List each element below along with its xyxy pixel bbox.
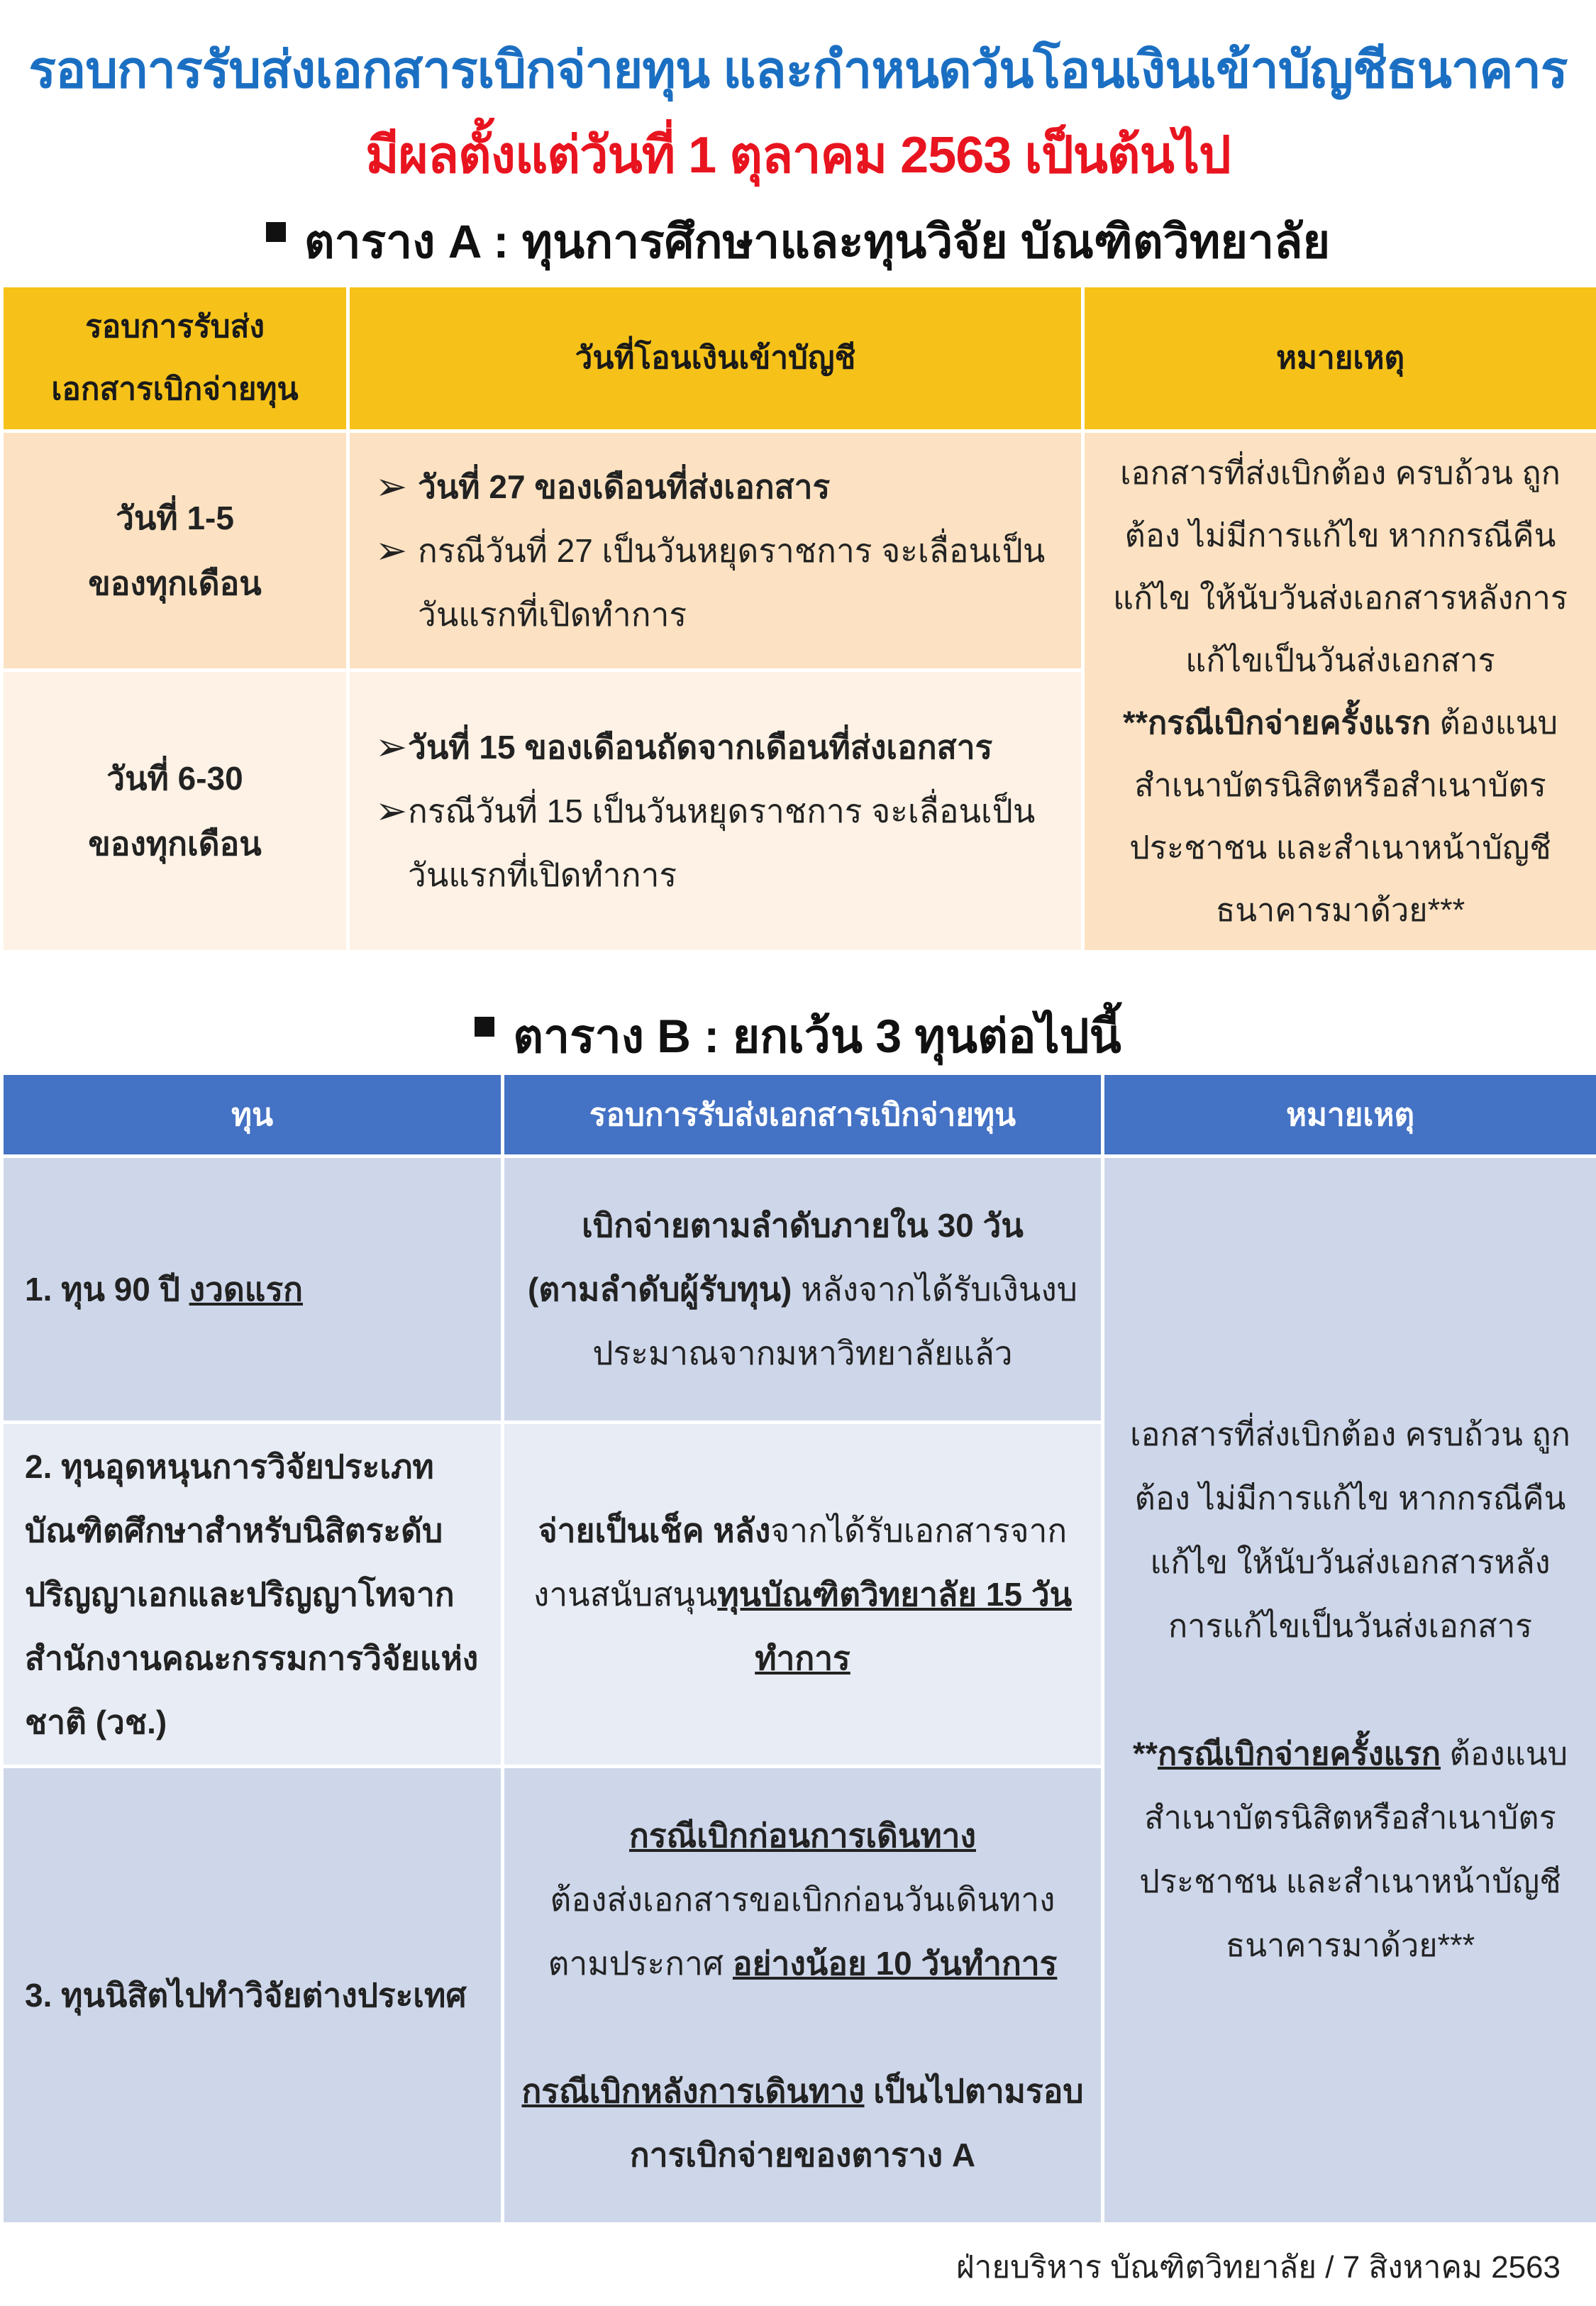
table-a (0, 284, 1596, 954)
table-a-header-transfer: วันที่โอนเงินเข้าบัญชี (348, 286, 1083, 431)
first-claim-stars: ** (1132, 1736, 1158, 1772)
after-travel-rest: เป็นไปตามรอบการเบิกจ่ายของตาราง A (629, 2073, 1084, 2173)
first-claim-text: ต้องแนบสำเนาบัตรนิสิตหรือสำเนาบัตรประชาชน และสำเนาหน้าบัญชีธนาคารมาด้วย*** (1129, 704, 1558, 928)
round-bold-line: เบิกจ่ายตามลำดับภายใน 30 วัน (582, 1207, 1024, 1244)
round-line1: วันที่ 6-30 (106, 760, 243, 797)
arrow-bullet-icon: ➢ (375, 529, 408, 572)
grant-name: 1. ทุน 90 ปี (25, 1271, 189, 1308)
table-a-header-note: หมายเหตุ (1083, 286, 1596, 431)
first-claim-label: กรณีเบิกจ่ายครั้งแรก (1157, 1736, 1441, 1772)
round-line2: ของทุกเดือน (88, 565, 262, 602)
section-b-title: ตาราง B : ยกเว้น 3 ทุนต่อไปนี้ (513, 1010, 1121, 1062)
transfer-cell (348, 671, 1083, 952)
table-b-header-grant: ทุน (2, 1074, 503, 1157)
note-text: เอกสารที่ส่งเบิกต้อง ครบถ้วน ถูกต้อง ไม่มีการแก้ไข หากกรณีคืนแก้ไข ให้นับวันส่งเอกสารหลังการแก้ไขเป็นวันส่งเอกสาร (1130, 1416, 1570, 1644)
arrow-bullet-icon: ➢ (375, 465, 408, 508)
grant-first-installment: งวดแรก (189, 1271, 303, 1308)
round-rest: หลังจากได้รับเงินงบประมาณจากมหาวิทยาลัยแล้ว (592, 1271, 1077, 1372)
page-title: รอบการรับส่งเอกสารเบิกจ่ายทุน และกำหนดวันโอนเงินเข้าบัญชีธนาคาร (28, 42, 1568, 99)
section-a-heading (0, 204, 1596, 279)
section-a-title: ตาราง A : ทุนการศึกษาและทุนวิจัย บัณฑิตวิทยาลัย (304, 215, 1331, 267)
round-cell (503, 1767, 1103, 2224)
before-travel-title: กรณีเบิกก่อนการเดินทาง (629, 1817, 976, 1854)
square-bullet-icon (475, 1017, 494, 1037)
transfer-date-text: วันที่ 27 ของเดือนที่ส่งเอกสาร (418, 468, 831, 505)
transfer-cell (348, 431, 1083, 671)
before-travel-deadline: อย่างน้อย 10 วันทำการ (732, 1945, 1058, 1982)
note-cell (1083, 431, 1596, 952)
round-bold-inline: จ่ายเป็นเช็ค หลัง (538, 1512, 771, 1549)
table-b-header-row (2, 1074, 1596, 1157)
first-claim-label: **กรณีเบิกจ่ายครั้งแรก (1122, 704, 1431, 741)
grant-cell (2, 1157, 503, 1423)
table-a-header-round (2, 286, 348, 431)
round-cell (503, 1423, 1103, 1767)
effective-date-subtitle: มีผลตั้งแต่วันที่ 1 ตุลาคม 2563 เป็นต้นไป (365, 127, 1231, 184)
spacer (1126, 1658, 1575, 1722)
round-text (521, 1257, 1084, 1385)
round-rest: จากได้รับเอกสารจากงานสนับสนุน (533, 1512, 1068, 1613)
table-row (2, 431, 1596, 671)
before-travel-rest: ต้องส่งเอกสารขอเบิกก่อนวันเดินทางตามประกาศ (548, 1881, 1055, 1982)
grant-cell: 2. ทุนอุดหนุนการวิจัยประเภทบัณฑิตศึกษาสำหรับนิสิตระดับปริญญาเอกและปริญญาโทจากสำนักงานคณะกรรมการวิจัยแห่งชาติ (วช.) (2, 1423, 503, 1767)
table-b-header-round: รอบการรับส่งเอกสารเบิกจ่ายทุน (503, 1074, 1103, 1157)
square-bullet-icon (266, 222, 286, 242)
table-b (0, 1071, 1596, 2226)
round-cell (2, 431, 348, 671)
round-cell (2, 671, 348, 952)
table-a-header-row (2, 286, 1596, 431)
first-claim-text: ต้องแนบสำเนาบัตรนิสิตหรือสำเนาบัตรประชาชน และสำเนาหน้าบัญชีธนาคารมาด้วย*** (1139, 1736, 1568, 1963)
after-travel-text (521, 2059, 1084, 2187)
list-item (375, 455, 1067, 519)
note-cell (1103, 1157, 1596, 2224)
round-line1: วันที่ 1-5 (116, 500, 234, 536)
grant-cell: 3. ทุนนิสิตไปทำวิจัยต่างประเทศ (2, 1767, 503, 2224)
list-item (375, 715, 1067, 779)
spacer (521, 1995, 1084, 2059)
transfer-date-text: วันที่ 15 ของเดือนถัดจากเดือนที่ส่งเอกสาร (408, 729, 993, 766)
footer-signature: ฝ่ายบริหาร บัณฑิตวิทยาลัย / 7 สิงหาคม 2563 (955, 2250, 1561, 2285)
list-item (375, 519, 1067, 646)
round-bold-inline: (ตามลำดับผู้รับทุน) (528, 1271, 792, 1308)
list-item (375, 779, 1067, 907)
round-cell (503, 1157, 1103, 1423)
section-b-heading (0, 999, 1596, 1074)
header-round-line1: รอบการรับส่ง (85, 309, 265, 344)
holiday-rule-text: กรณีวันที่ 27 เป็นวันหยุดราชการ จะเลื่อนเป็นวันแรกที่เปิดทำการ (418, 532, 1046, 633)
first-claim-note (1126, 1722, 1575, 1977)
table-row (2, 1157, 1596, 1423)
arrow-bullet-icon: ➢ (375, 726, 408, 768)
first-claim-note (1106, 692, 1575, 942)
after-travel-title: กรณีเบิกหลังการเดินทาง (521, 2073, 865, 2109)
holiday-rule-text: กรณีวันที่ 15 เป็นวันหยุดราชการ จะเลื่อนเป็นวันแรกที่เปิดทำการ (408, 793, 1036, 893)
header-round-line2: เอกสารเบิกจ่ายทุน (51, 372, 299, 407)
before-travel-text (521, 1868, 1084, 1995)
note-text: เอกสารที่ส่งเบิกต้อง ครบถ้วน ถูกต้อง ไม่มีการแก้ไข หากกรณีคืนแก้ไข ให้นับวันส่งเอกสารหลังการแก้ไขเป็นวันส่งเอกสาร (1112, 454, 1568, 678)
table-b-header-note: หมายเหตุ (1103, 1074, 1596, 1157)
round-bold-underlined: ทุนบัณฑิตวิทยาลัย 15 วันทำการ (717, 1576, 1073, 1677)
arrow-bullet-icon: ➢ (375, 790, 408, 832)
round-line2: ของทุกเดือน (88, 825, 262, 862)
